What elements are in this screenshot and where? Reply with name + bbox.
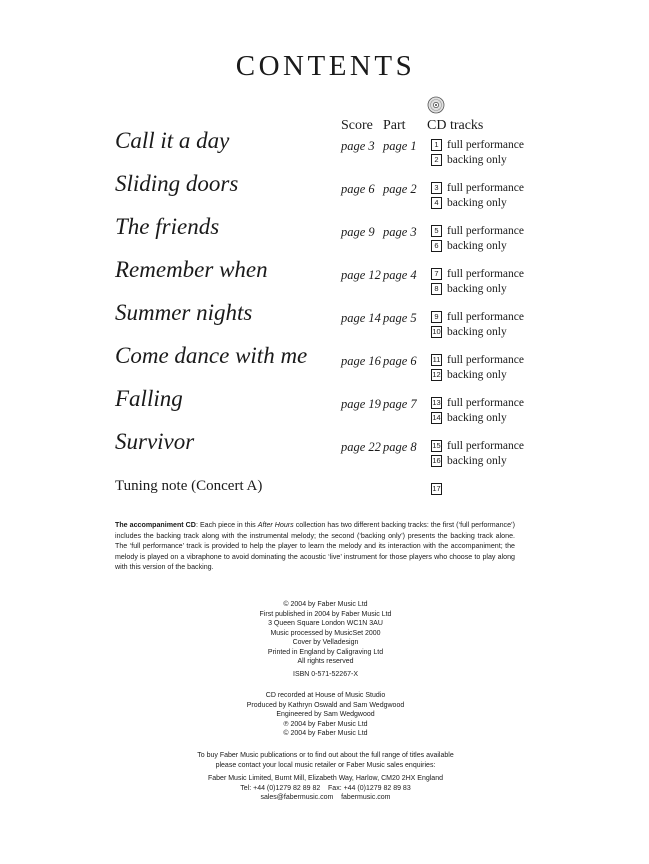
credit-line: CD recorded at House of Music Studio bbox=[265, 692, 386, 699]
track-item bbox=[431, 369, 507, 381]
publisher-credits bbox=[0, 600, 649, 667]
track-number: 4 bbox=[431, 197, 442, 209]
track-number: 9 bbox=[431, 311, 442, 323]
score-page: page 6 bbox=[341, 182, 375, 196]
header-cd-tracks: CD tracks bbox=[427, 118, 484, 133]
collection-name: After Hours bbox=[257, 521, 294, 529]
track-label: backing only bbox=[447, 412, 507, 424]
score-page: page 14 bbox=[341, 311, 381, 325]
track-label: backing only bbox=[447, 455, 507, 467]
phone-fax-line: Tel: +44 (0)1279 82 89 82 Fax: +44 (0)1279 82 89 83 bbox=[240, 784, 411, 792]
header-part: Part bbox=[383, 118, 406, 133]
track-number: 3 bbox=[431, 182, 442, 194]
track-label: full performance bbox=[447, 268, 524, 280]
contact-line: please contact your local music retailer or Faber Music sales enquiries: bbox=[215, 761, 436, 769]
credit-line: 3 Queen Square London WC1N 3AU bbox=[268, 620, 383, 627]
track-number: 14 bbox=[432, 413, 441, 422]
part-page: page 5 bbox=[383, 311, 417, 325]
track-label: backing only bbox=[447, 369, 507, 381]
track-label: full performance bbox=[447, 182, 524, 194]
score-page: page 16 bbox=[341, 354, 381, 368]
track-item bbox=[431, 283, 507, 295]
track-item bbox=[431, 354, 524, 366]
song-title: Remember when bbox=[115, 257, 268, 282]
credit-line: First published in 2004 by Faber Music Ltd bbox=[259, 610, 392, 618]
track-label: backing only bbox=[447, 154, 507, 166]
tuning-track bbox=[431, 483, 447, 495]
isbn: ISBN 0-571-52267-X bbox=[293, 671, 358, 678]
track-number: 5 bbox=[431, 225, 442, 237]
part-page: page 7 bbox=[383, 397, 417, 411]
part-page: page 2 bbox=[383, 182, 417, 196]
track-item bbox=[431, 268, 524, 280]
track-label: backing only bbox=[447, 283, 507, 295]
track-number: 6 bbox=[431, 240, 442, 252]
credit-line: ℗ 2004 by Faber Music Ltd bbox=[283, 720, 368, 728]
note-text: collection has two different backing tracks: the first (‘full performance’) includes the backing track along with the instrumental melody; the second (‘backing only’) presents the backing track alone. The ‘full performance’ track is provided to help the player to learn the melody and its interaction with the accompaniment; the melody is played on a vibraphone to avoid dominating the acoustic ‘live’ instrument for those players who choose to play along with this version of the backing. bbox=[115, 521, 515, 571]
track-label: backing only bbox=[447, 197, 507, 209]
track-item bbox=[431, 326, 507, 338]
song-title: Summer nights bbox=[115, 300, 253, 325]
song-title: Sliding doors bbox=[115, 171, 239, 196]
track-number: 17 bbox=[432, 484, 441, 493]
part-page: page 1 bbox=[383, 139, 417, 153]
contact-line: To buy Faber Music publications or to find out about the full range of titles available bbox=[197, 752, 454, 759]
song-title: The friends bbox=[115, 214, 220, 239]
track-item bbox=[431, 440, 524, 452]
publisher-address bbox=[0, 774, 649, 803]
credit-line: Cover by Velladesign bbox=[292, 639, 359, 646]
email-web-line: sales@fabermusic.com fabermusic.com bbox=[260, 794, 391, 801]
score-page: page 9 bbox=[341, 225, 375, 239]
track-number: 12 bbox=[432, 370, 441, 379]
track-label: full performance bbox=[447, 311, 524, 323]
track-label: full performance bbox=[447, 139, 524, 151]
track-label: backing only bbox=[447, 326, 507, 338]
track-item bbox=[431, 182, 524, 194]
track-number: 16 bbox=[432, 456, 441, 465]
part-page: page 6 bbox=[383, 354, 417, 368]
note-heading: The accompaniment CD bbox=[115, 521, 196, 529]
track-item bbox=[431, 197, 507, 209]
score-page: page 12 bbox=[341, 268, 381, 282]
credit-line: All rights reserved bbox=[297, 658, 354, 665]
part-page: page 3 bbox=[383, 225, 417, 239]
page-title: CONTENTS bbox=[235, 50, 416, 82]
track-item bbox=[431, 139, 524, 151]
track-number: 1 bbox=[431, 139, 442, 151]
track-number: 7 bbox=[431, 268, 442, 280]
track-number: 11 bbox=[432, 355, 441, 364]
track-number: 13 bbox=[432, 398, 441, 407]
track-item bbox=[431, 455, 507, 467]
track-item bbox=[431, 154, 507, 166]
track-item bbox=[431, 240, 507, 252]
score-page: page 19 bbox=[341, 397, 381, 411]
address-line: Faber Music Limited, Burnt Mill, Elizabeth Way, Harlow, CM20 2HX England bbox=[208, 775, 443, 782]
header-score: Score bbox=[341, 118, 373, 133]
track-number: 10 bbox=[432, 327, 441, 336]
track-label: full performance bbox=[447, 225, 524, 237]
track-label: full performance bbox=[447, 397, 524, 409]
part-page: page 8 bbox=[383, 440, 417, 454]
track-number: 15 bbox=[432, 441, 441, 450]
score-page: page 22 bbox=[341, 440, 381, 454]
track-number: 2 bbox=[431, 154, 442, 166]
credit-line: © 2004 by Faber Music Ltd bbox=[283, 730, 368, 737]
song-title: Falling bbox=[115, 386, 183, 411]
track-item bbox=[431, 412, 507, 424]
track-label: backing only bbox=[447, 240, 507, 252]
tuning-note-title: Tuning note (Concert A) bbox=[115, 478, 263, 494]
credit-line: Music processed by MusicSet 2000 bbox=[270, 629, 381, 637]
track-number: 8 bbox=[431, 283, 442, 295]
track-label: full performance bbox=[447, 354, 524, 366]
contact-info bbox=[0, 751, 649, 770]
note-text: : Each piece in this bbox=[195, 521, 258, 529]
song-title: Survivor bbox=[115, 429, 195, 454]
cd-disc-icon bbox=[427, 96, 445, 114]
track-item bbox=[431, 397, 524, 409]
credit-line: Engineered by Sam Wedgwood bbox=[276, 711, 375, 718]
song-title: Call it a day bbox=[115, 128, 230, 153]
credit-line: © 2004 by Faber Music Ltd bbox=[283, 601, 368, 608]
song-title: Come dance with me bbox=[115, 343, 308, 368]
cd-credits bbox=[0, 691, 649, 739]
track-item bbox=[431, 311, 524, 323]
part-page: page 4 bbox=[383, 268, 417, 282]
credit-line: Produced by Kathryn Oswald and Sam Wedgwood bbox=[246, 701, 405, 709]
accompaniment-note bbox=[115, 520, 515, 573]
track-label: full performance bbox=[447, 440, 524, 452]
track-item bbox=[431, 225, 524, 237]
credit-line: Printed in England by Caligraving Ltd bbox=[267, 648, 384, 656]
score-page: page 3 bbox=[341, 139, 375, 153]
